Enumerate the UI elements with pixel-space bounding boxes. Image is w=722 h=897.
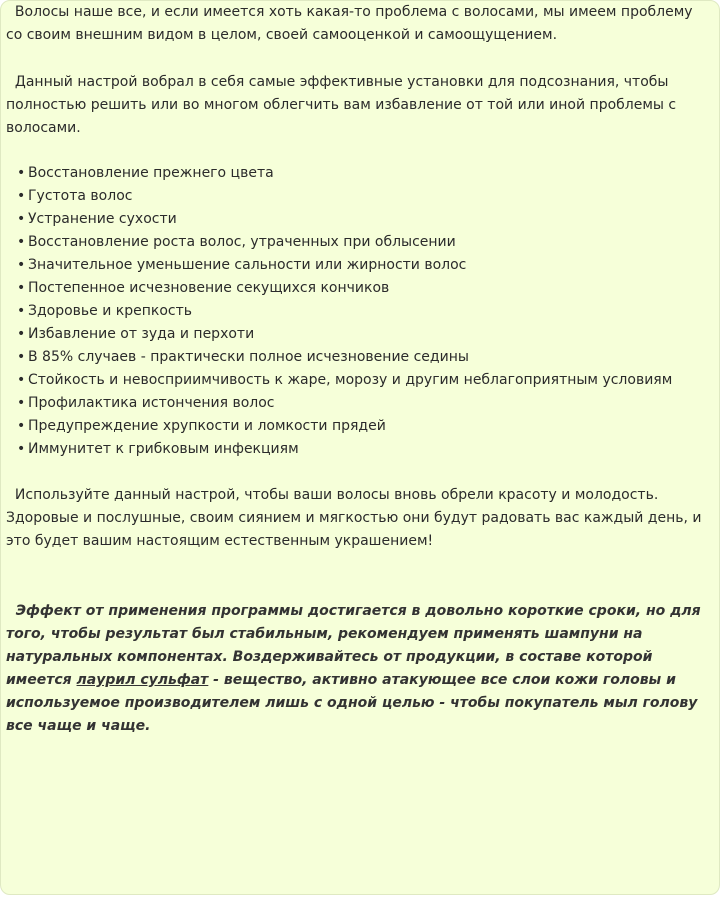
effect-text-after: - вещество, активно атакующее все слои кожи головы и используемое производителем лишь с одной целью - чтобы покупатель мыл голову все чаще и чаще. — [6, 672, 703, 734]
effect-paragraph — [1, 600, 722, 738]
list-item: • Восстановление прежнего цвета — [17, 162, 672, 185]
list-item: • Иммунитет к грибковым инфекциям — [17, 438, 672, 461]
bullet-icon: • — [17, 349, 26, 365]
list-item: • Стойкость и невосприимчивость к жаре, морозу и другим неблагоприятным условиям — [17, 369, 672, 392]
bullet-icon: • — [17, 280, 26, 296]
bullet-icon: • — [17, 395, 26, 411]
list-item: • Избавление от зуда и перхоти — [17, 323, 672, 346]
list-item: • Постепенное исчезновение секущихся кончиков — [17, 277, 672, 300]
list-item: • Восстановление роста волос, утраченных при облысении — [17, 231, 672, 254]
bullet-icon: • — [17, 211, 26, 227]
list-item: • Устранение сухости — [17, 208, 672, 231]
outro-paragraph: Используйте данный настрой, чтобы ваши волосы вновь обрели красоту и молодость. Здоровые и послушные, своим сиянием и мягкостью они будут радовать вас каждый день, и это будет вашим настоящим естественным украшением! — [6, 487, 706, 549]
bullet-icon: • — [17, 326, 26, 342]
benefits-list — [1, 162, 672, 461]
list-item: • Значительное уменьшение сальности или жирности волос — [17, 254, 672, 277]
list-item: • Здоровье и крепкость — [17, 300, 672, 323]
bullet-icon: • — [17, 257, 26, 273]
list-item: • Густота волос — [17, 185, 672, 208]
list-item: • В 85% случаев - практически полное исчезновение седины — [17, 346, 672, 369]
bullet-icon: • — [17, 303, 26, 319]
bullet-icon: • — [17, 372, 26, 388]
bullet-icon: • — [17, 165, 26, 181]
list-item: • Профилактика истончения волос — [17, 392, 672, 415]
intro-paragraph: Волосы наше все, и если имеется хоть какая-то проблема с волосами, мы имеем проблему со своим внешним видом в целом, своей самооценкой и самоощущением. — [6, 4, 698, 43]
mood-paragraph: Данный настрой вобрал в себя самые эффективные установки для подсознания, чтобы полностью решить или во многом облегчить вам избавление от той или иной проблемы с волосами. — [6, 74, 681, 136]
bullet-icon: • — [17, 234, 26, 250]
lauryl-sulfate-link[interactable]: лаурил сульфат — [76, 672, 209, 688]
effect-text-before: Эффект от применения программы достигается в довольно короткие сроки, но для того, чтобы результат был стабильным, рекомендуем применять шампуни на натуральных компонентах. Воздерживайтесь от продукции, в составе которой имеется — [6, 603, 706, 688]
list-item: • Предупреждение хрупкости и ломкости прядей — [17, 415, 672, 438]
bullet-icon: • — [17, 418, 26, 434]
bullet-icon: • — [17, 188, 26, 204]
bullet-icon: • — [17, 441, 26, 457]
